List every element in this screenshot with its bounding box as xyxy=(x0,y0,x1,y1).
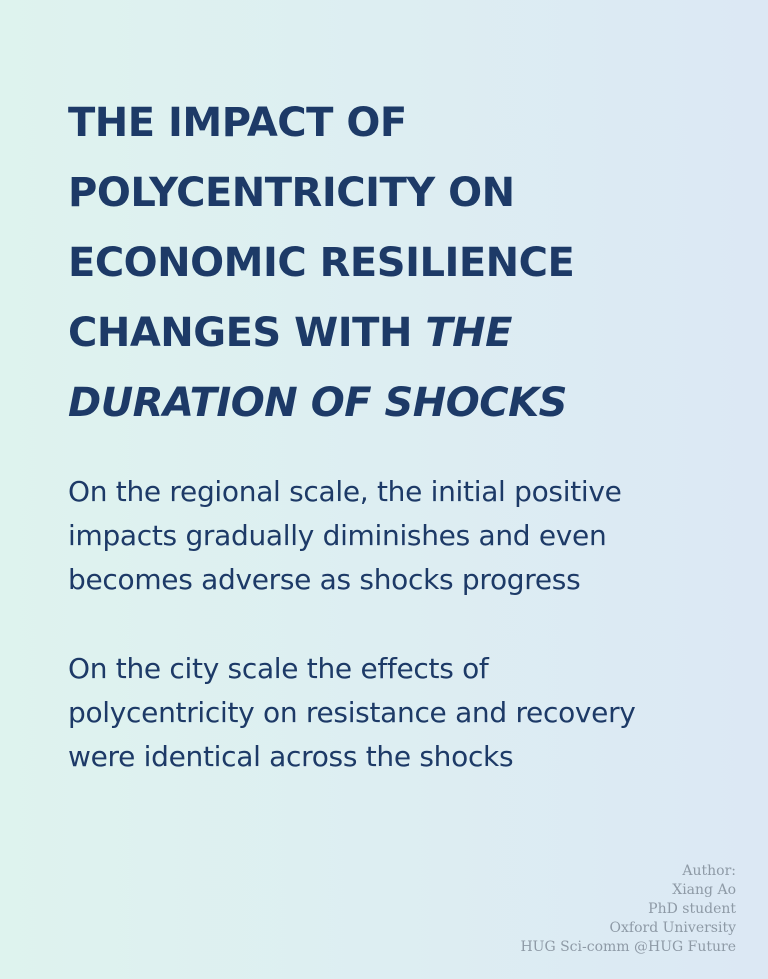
paragraph-2-line-1: On the city scale the effects of xyxy=(68,652,489,685)
page-title xyxy=(68,88,748,438)
paragraph-1-line-3: becomes adverse as shocks progress xyxy=(68,563,581,596)
author-label: Author: xyxy=(682,863,736,879)
author-credit-block xyxy=(520,862,736,957)
city-scale-paragraph xyxy=(68,647,758,779)
regional-scale-paragraph xyxy=(68,470,758,602)
title-line-3: ECONOMIC RESILIENCE xyxy=(68,240,575,286)
paragraph-2-line-2: polycentricity on resistance and recovery xyxy=(68,696,636,729)
title-line-1: THE IMPACT OF xyxy=(68,100,407,146)
author-role: PhD student xyxy=(648,901,736,917)
author-affiliation: Oxford University xyxy=(609,920,736,936)
author-name: Xiang Ao xyxy=(672,882,736,898)
title-line-5-italic: DURATION OF SHOCKS xyxy=(68,380,567,426)
title-line-4-plain: CHANGES WITH xyxy=(68,310,426,356)
paragraph-2-line-3: were identical across the shocks xyxy=(68,740,514,773)
paragraph-1-line-2: impacts gradually diminishes and even xyxy=(68,519,607,552)
title-line-4 xyxy=(68,298,748,368)
author-credit: HUG Sci-comm @HUG Future xyxy=(520,939,736,955)
paragraph-1-line-1: On the regional scale, the initial positive xyxy=(68,475,622,508)
title-line-4-italic: THE xyxy=(425,310,512,356)
title-line-2: POLYCENTRICITY ON xyxy=(68,170,515,216)
